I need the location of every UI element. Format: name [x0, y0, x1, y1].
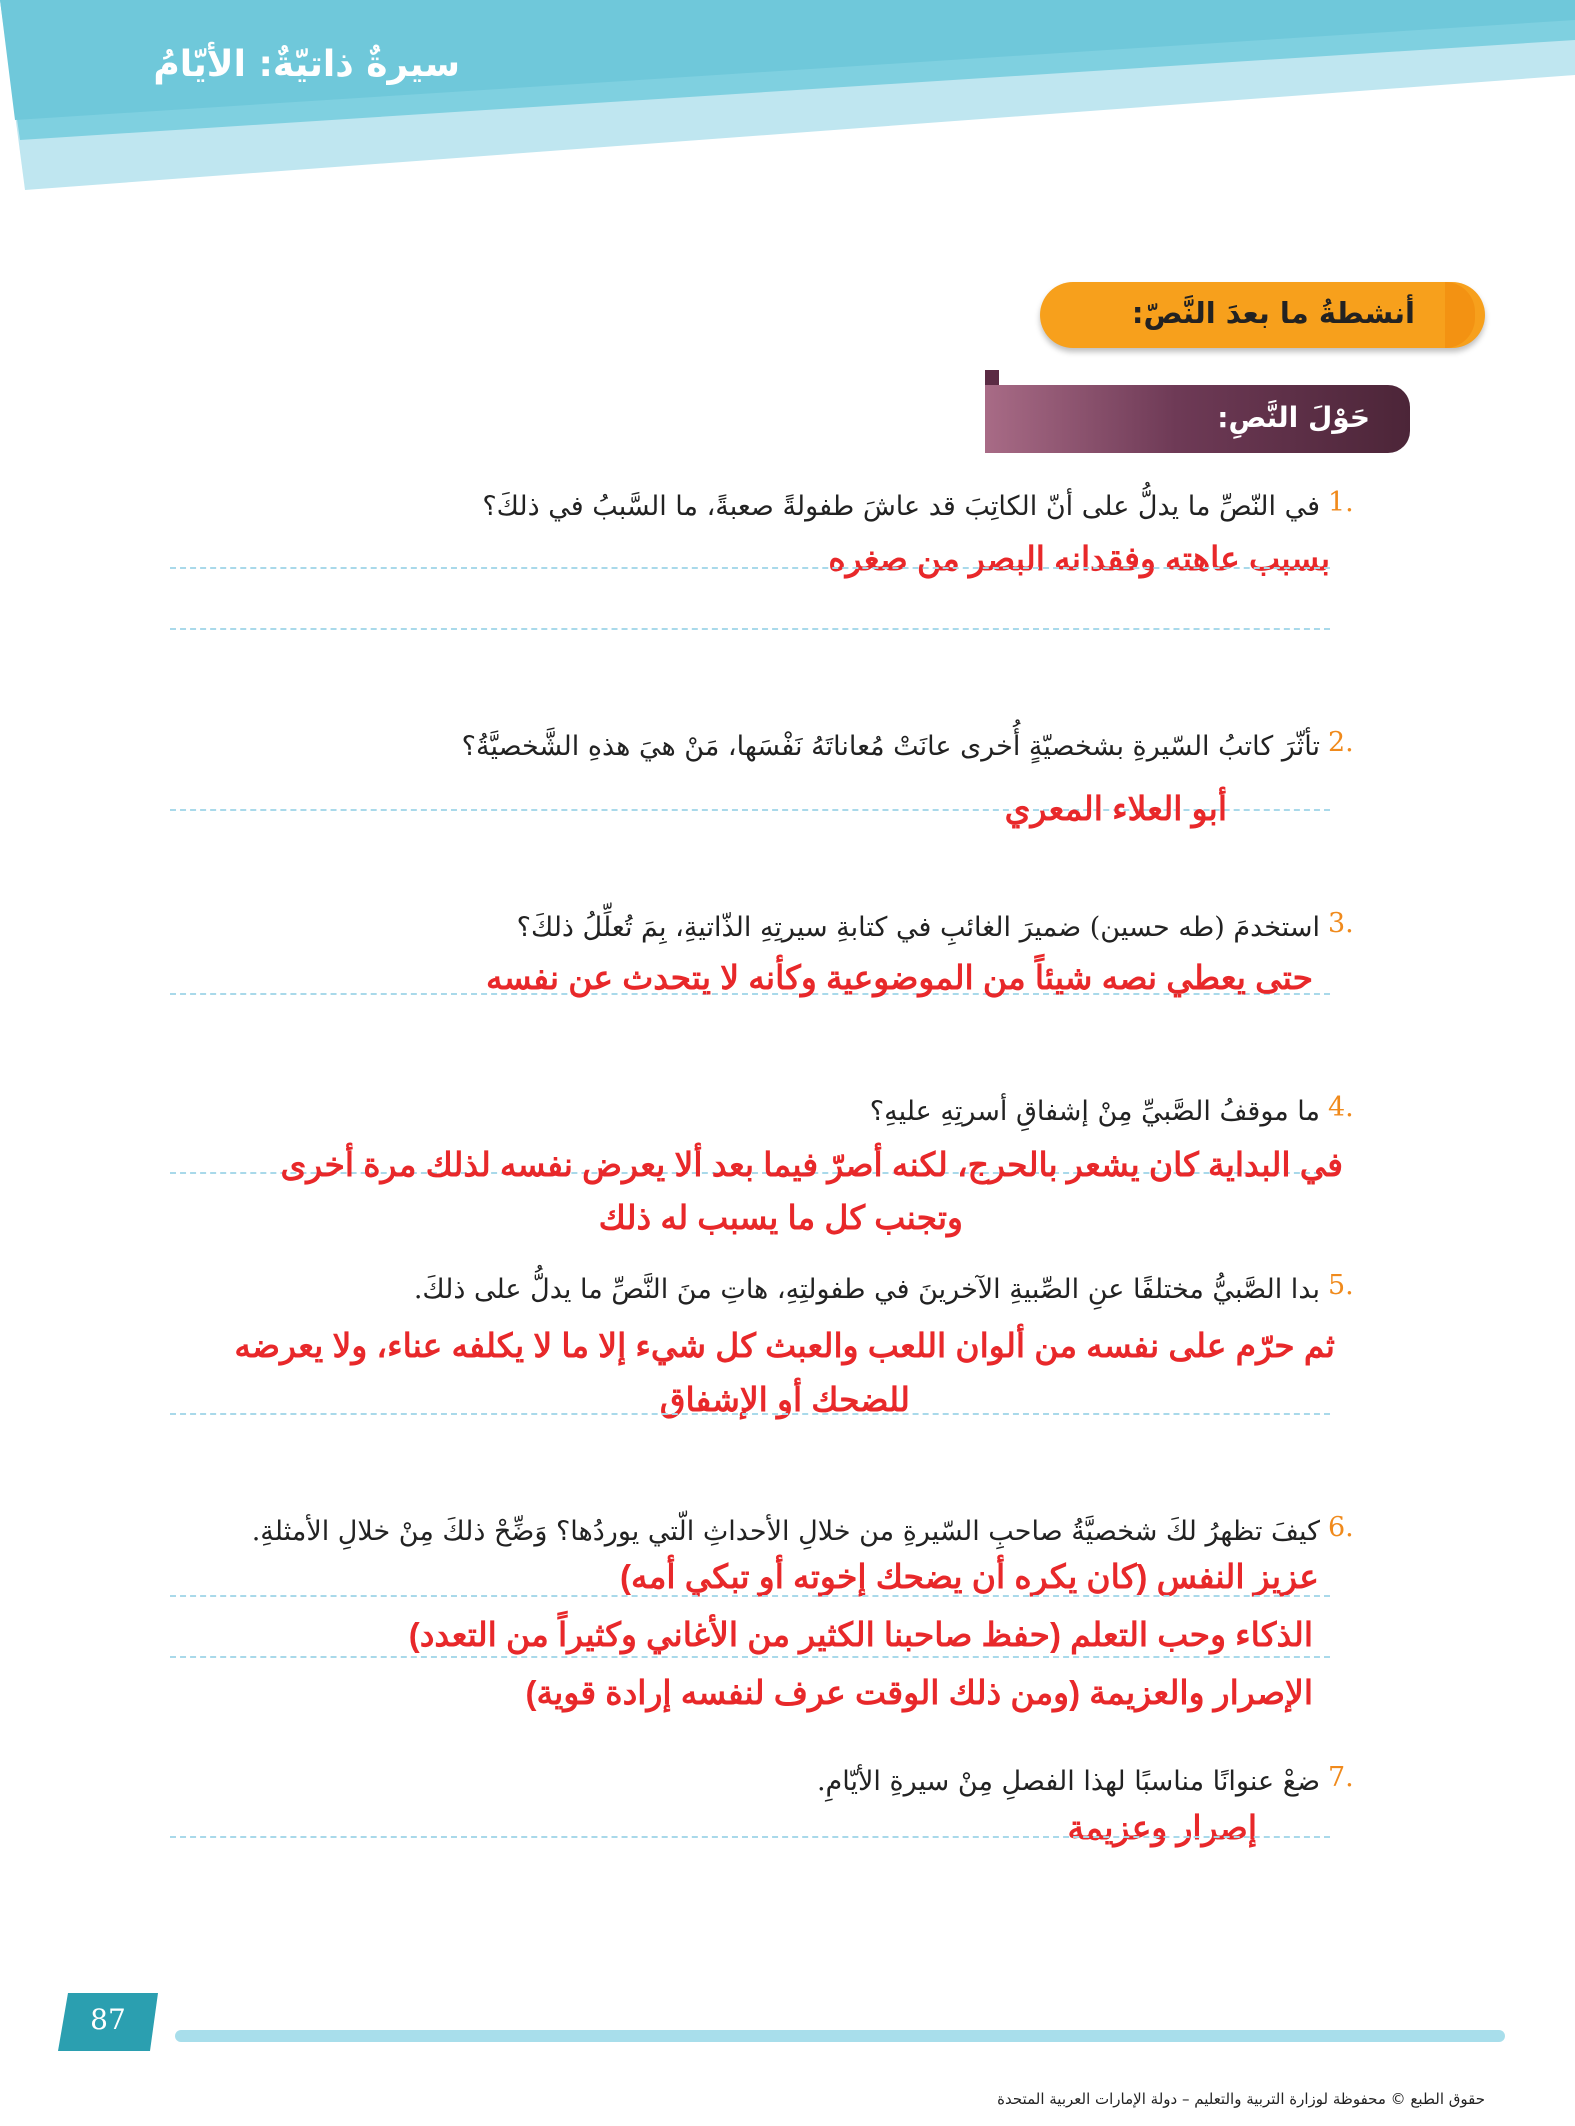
question-text: ما موقفُ الصَّبيِّ مِنْ إشفاقِ أسرتِهِ عليهِ؟	[869, 1096, 1320, 1127]
question-text: بدا الصَّبيُّ مختلفًا عنِ الصِّبيةِ الآخرينَ في طفولتِهِ، هاتِ منَ النَّصِّ ما يدلُّ على ذلكَ.	[413, 1274, 1320, 1305]
question-text: تأثّرَ كاتبُ السّيرةِ بشخصيّةٍ أُخرى عانَتْ مُعاناتَهُ نَفْسَها، مَنْ هيَ هذهِ الشَّخصيَّةُ؟	[461, 731, 1320, 762]
question-number: 5.	[1328, 1270, 1354, 1301]
answer-text: ثم حرّم على نفسه من ألوان اللعب والعبث كل شيء إلا ما لا يكلفه عناء، ولا يعرضه	[234, 1327, 1335, 1364]
question-number: 1.	[1328, 487, 1354, 518]
answer-text: الإصرار والعزيمة (ومن ذلك الوقت عرف لنفسه إرادة قوية)	[525, 1674, 1313, 1711]
answer-text: حتى يعطي نصه شيئاً من الموضوعية وكأنه لا يتحدث عن نفسه	[486, 959, 1313, 996]
answer-line	[170, 1595, 1330, 1597]
question-number: 4.	[1328, 1092, 1354, 1123]
answer-line	[170, 1656, 1330, 1658]
header-banner	[0, 0, 1575, 200]
answer-line	[170, 628, 1330, 630]
copyright-text: حقوق الطبع © محفوظة لوزارة التربية والتعليم – دولة الإمارات العربية المتحدة	[997, 2090, 1485, 2108]
answer-text: بسبب عاهته وفقدانه البصر من صغره	[828, 540, 1330, 577]
answer-text: عزيز النفس (كان يكره أن يضحك إخوته أو تبكي أمه)	[620, 1558, 1319, 1595]
activities-heading	[1040, 282, 1485, 348]
answer-text: وتجنب كل ما يسبب له ذلك	[598, 1199, 963, 1236]
question-number: 3.	[1328, 908, 1354, 939]
question-number: 6.	[1328, 1512, 1354, 1543]
answer-text: إصرار وعزيمة	[1067, 1809, 1257, 1846]
question-text: كيفَ تظهرُ لكَ شخصيَّةُ صاحبِ السّيرةِ من خلالِ الأحداثِ الّتي يوردُها؟ وَضِّحْ ذلكَ مِنْ خلالِ الأمثلةِ.	[251, 1516, 1320, 1547]
question-number: 2.	[1328, 727, 1354, 758]
answer-line	[170, 1413, 1330, 1415]
answer-text: أبو العلاء المعري	[1004, 790, 1227, 827]
question-number: 7.	[1328, 1762, 1354, 1793]
answer-text: للضحك أو الإشفاق	[659, 1381, 910, 1418]
question-text: في النّصِّ ما يدلُّ على أنّ الكاتِبَ قد عاشَ طفولةً صعبةً، ما السَّببُ في ذلكَ؟	[482, 491, 1320, 522]
answer-text: في البداية كان يشعر بالحرج، لكنه أصرّ فيما بعد ألا يعرض نفسه لذلك مرة أخرى	[280, 1146, 1343, 1183]
page-title: سيرةٌ ذاتيّةٌ: الأيّامُ	[153, 44, 460, 85]
answer-line	[170, 567, 1330, 569]
about-text-heading	[985, 385, 1410, 453]
question-text: ضعْ عنوانًا مناسبًا لهذا الفصلِ مِنْ سيرةِ الأيّامِ.	[816, 1766, 1320, 1797]
about-text-heading-label: حَوْلَ النَّصِ:	[1217, 401, 1370, 434]
activities-heading-tab	[1445, 282, 1475, 348]
answer-text: الذكاء وحب التعلم (حفظ صاحبنا الكثير من الأغاني وكثيراً من التعدد)	[408, 1616, 1313, 1653]
activities-heading-label: أنشطةُ ما بعدَ النَّصّ:	[1131, 296, 1415, 330]
answer-line	[170, 1836, 1330, 1838]
question-text: استخدمَ (طه حسين) ضميرَ الغائبِ في كتابةِ سيرتِهِ الذّاتيةِ، بِمَ تُعلِّلُ ذلكَ؟	[516, 912, 1320, 943]
page-number: 87	[90, 2003, 126, 2036]
footer-bar	[175, 2030, 1505, 2042]
